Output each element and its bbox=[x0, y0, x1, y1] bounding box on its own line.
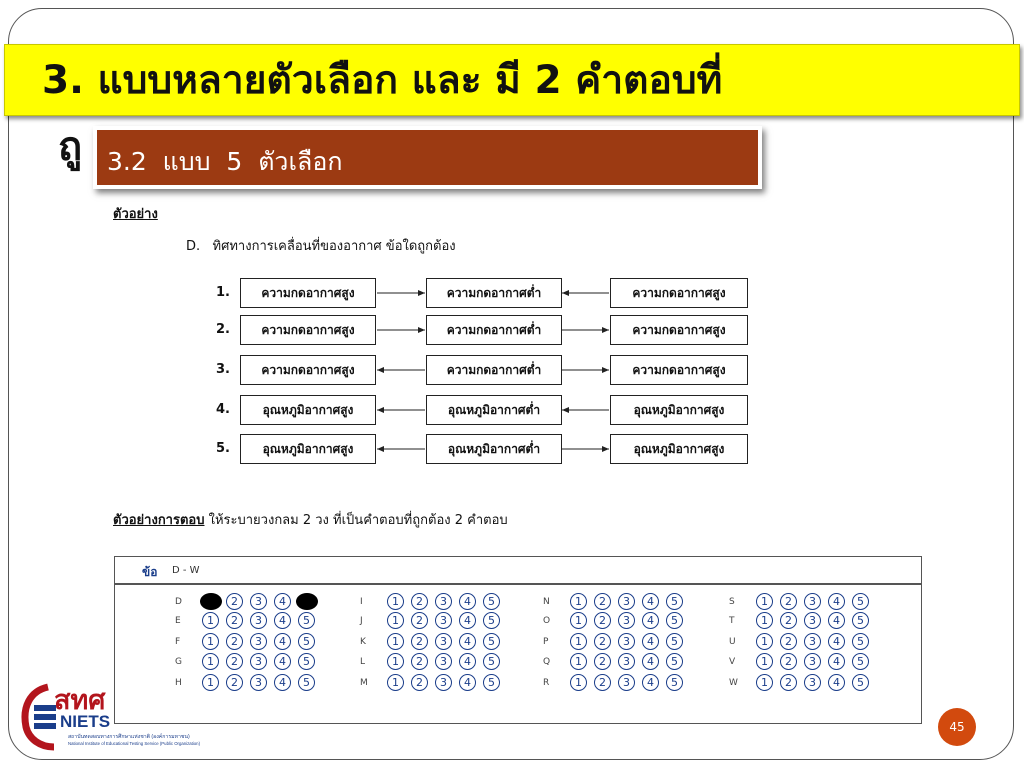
answer-bubble[interactable]: 2 bbox=[411, 653, 428, 670]
sheet-row-letter: J bbox=[360, 616, 363, 626]
option-arrow-left bbox=[377, 290, 425, 296]
answer-bubble[interactable]: 4 bbox=[828, 612, 845, 629]
answer-bubble[interactable]: 3 bbox=[435, 612, 452, 629]
sheet-divider bbox=[115, 583, 921, 585]
option-box-left: ความกดอากาศสูง bbox=[240, 355, 376, 385]
answer-bubble[interactable]: 2 bbox=[780, 653, 797, 670]
answer-bubble[interactable]: 2 bbox=[226, 633, 243, 650]
answer-bubble[interactable]: 4 bbox=[828, 653, 845, 670]
option-number: 1. bbox=[216, 285, 230, 300]
option-box-left: ความกดอากาศสูง bbox=[240, 315, 376, 345]
answer-bubble[interactable]: 5 bbox=[852, 633, 869, 650]
answer-bubble[interactable]: 4 bbox=[274, 653, 291, 670]
answer-bubble[interactable]: 2 bbox=[411, 674, 428, 691]
option-arrow-left bbox=[377, 446, 425, 452]
slide-title: 3. แบบหลายตัวเลือก และ มี 2 คำตอบที่ bbox=[42, 58, 723, 103]
page-number-badge: 45 bbox=[938, 708, 976, 746]
answer-bubble[interactable]: 1 bbox=[756, 593, 773, 610]
answer-bubble[interactable]: 5 bbox=[666, 612, 683, 629]
option-number: 5. bbox=[216, 441, 230, 456]
answer-bubble[interactable]: 1 bbox=[387, 593, 404, 610]
answer-bubble[interactable]: 2 bbox=[226, 593, 243, 610]
answer-bubble[interactable]: 1 bbox=[570, 674, 587, 691]
option-box-mid: ความกดอากาศต่ำ bbox=[426, 278, 562, 308]
answer-bubble[interactable]: 4 bbox=[274, 593, 291, 610]
answer-bubble[interactable]: 4 bbox=[459, 653, 476, 670]
answer-bubble[interactable]: 3 bbox=[804, 612, 821, 629]
answer-bubble[interactable]: 2 bbox=[226, 653, 243, 670]
answer-bubble[interactable]: 5 bbox=[483, 593, 500, 610]
sheet-header-value: D - W bbox=[172, 565, 200, 576]
slide-title-continued: ถู bbox=[58, 124, 83, 170]
answer-bubble[interactable]: 5 bbox=[298, 653, 315, 670]
sheet-row-letter: O bbox=[543, 616, 551, 626]
answer-bubble[interactable]: 5 bbox=[666, 653, 683, 670]
answer-bubble[interactable]: 5 bbox=[666, 633, 683, 650]
answer-bubble[interactable]: 2 bbox=[594, 612, 611, 629]
option-box-right: อุณหภูมิอากาศสูง bbox=[610, 434, 748, 464]
answer-bubble[interactable]: 2 bbox=[780, 633, 797, 650]
niets-logo bbox=[20, 683, 240, 751]
answer-bubble[interactable]: 1 bbox=[387, 612, 404, 629]
sheet-row-letter: M bbox=[360, 678, 368, 688]
answer-bubble[interactable]: 4 bbox=[828, 633, 845, 650]
option-box-mid: อุณหภูมิอากาศต่ำ bbox=[426, 434, 562, 464]
answer-bubble[interactable]: 5 bbox=[852, 653, 869, 670]
answer-bubble[interactable]: 5 bbox=[666, 674, 683, 691]
answer-bubble[interactable]: 3 bbox=[804, 593, 821, 610]
answer-bubble-filled[interactable] bbox=[296, 593, 318, 610]
answer-bubble[interactable]: 3 bbox=[435, 633, 452, 650]
answer-bubble[interactable]: 4 bbox=[274, 633, 291, 650]
answer-bubble[interactable]: 2 bbox=[780, 674, 797, 691]
option-arrow-left bbox=[377, 407, 425, 413]
option-box-left: ความกดอากาศสูง bbox=[240, 278, 376, 308]
answer-bubble[interactable]: 1 bbox=[202, 674, 219, 691]
answer-bubble-filled[interactable] bbox=[200, 593, 222, 610]
answer-bubble[interactable]: 4 bbox=[828, 674, 845, 691]
answer-bubble[interactable]: 5 bbox=[852, 593, 869, 610]
answer-bubble[interactable]: 1 bbox=[570, 653, 587, 670]
sheet-row-letter: N bbox=[543, 597, 550, 607]
niets-logo-icon bbox=[20, 683, 240, 751]
option-box-left: อุณหภูมิอากาศสูง bbox=[240, 434, 376, 464]
option-box-right: ความกดอากาศสูง bbox=[610, 315, 748, 345]
option-box-mid: ความกดอากาศต่ำ bbox=[426, 355, 562, 385]
option-box-right: ความกดอากาศสูง bbox=[610, 278, 748, 308]
answer-bubble[interactable]: 5 bbox=[298, 612, 315, 629]
logo-thai-text: สทศ bbox=[54, 685, 106, 715]
answer-bubble[interactable]: 3 bbox=[804, 633, 821, 650]
option-box-mid: อุณหภูมิอากาศต่ำ bbox=[426, 395, 562, 425]
option-arrow-right bbox=[562, 290, 609, 296]
answer-bubble[interactable]: 3 bbox=[250, 593, 267, 610]
sheet-row-letter: R bbox=[543, 678, 550, 688]
answer-label: ตัวอย่างการตอบ bbox=[113, 513, 205, 528]
answer-bubble[interactable]: 3 bbox=[618, 633, 635, 650]
subtitle-text: 3.2 แบบ 5 ตัวเลือก bbox=[107, 147, 343, 176]
answer-bubble[interactable]: 4 bbox=[459, 593, 476, 610]
example-label: ตัวอย่าง bbox=[113, 207, 158, 222]
answer-bubble[interactable]: 3 bbox=[618, 653, 635, 670]
answer-bubble[interactable]: 5 bbox=[483, 653, 500, 670]
option-arrow-right bbox=[562, 407, 609, 413]
logo-org-en: National Institute of Educational Testing Service (Public Organization) bbox=[68, 741, 201, 746]
answer-bubble[interactable]: 1 bbox=[387, 674, 404, 691]
answer-bubble[interactable]: 3 bbox=[804, 674, 821, 691]
option-box-mid: ความกดอากาศต่ำ bbox=[426, 315, 562, 345]
sheet-row-letter: Q bbox=[543, 657, 551, 667]
sheet-row-letter: K bbox=[360, 637, 366, 647]
sheet-row-letter: W bbox=[729, 678, 738, 688]
answer-bubble[interactable]: 5 bbox=[483, 674, 500, 691]
sheet-header-label: ข้อ bbox=[142, 565, 158, 579]
answer-bubble[interactable]: 3 bbox=[618, 612, 635, 629]
answer-bubble[interactable]: 3 bbox=[250, 612, 267, 629]
answer-bubble[interactable]: 4 bbox=[642, 653, 659, 670]
answer-bubble[interactable]: 2 bbox=[226, 674, 243, 691]
answer-bubble[interactable]: 5 bbox=[852, 674, 869, 691]
answer-bubble[interactable]: 3 bbox=[250, 633, 267, 650]
sheet-row-letter: E bbox=[175, 616, 181, 626]
sheet-row-letter: F bbox=[175, 637, 181, 647]
option-box-right: อุณหภูมิอากาศสูง bbox=[610, 395, 748, 425]
answer-bubble[interactable]: 3 bbox=[250, 653, 267, 670]
answer-bubble[interactable]: 2 bbox=[780, 593, 797, 610]
answer-bubble[interactable]: 2 bbox=[594, 653, 611, 670]
option-number: 3. bbox=[216, 362, 230, 377]
answer-bubble[interactable]: 1 bbox=[756, 653, 773, 670]
answer-bubble[interactable]: 2 bbox=[411, 633, 428, 650]
answer-bubble[interactable]: 1 bbox=[570, 612, 587, 629]
answer-bubble[interactable]: 5 bbox=[666, 593, 683, 610]
sheet-row-letter: G bbox=[175, 657, 182, 667]
answer-bubble[interactable]: 4 bbox=[642, 612, 659, 629]
answer-bubble[interactable]: 3 bbox=[618, 593, 635, 610]
logo-niets-text: NIETS bbox=[60, 712, 111, 731]
sheet-row-letter: V bbox=[729, 657, 736, 667]
answer-bubble[interactable]: 4 bbox=[459, 633, 476, 650]
answer-bubble[interactable]: 4 bbox=[828, 593, 845, 610]
answer-bubble[interactable]: 2 bbox=[780, 612, 797, 629]
answer-bubble[interactable]: 4 bbox=[274, 674, 291, 691]
answer-bubble[interactable]: 1 bbox=[387, 653, 404, 670]
answer-bubble[interactable]: 5 bbox=[298, 674, 315, 691]
answer-bubble[interactable]: 4 bbox=[642, 674, 659, 691]
option-number: 4. bbox=[216, 402, 230, 417]
sheet-row-letter: T bbox=[729, 616, 735, 626]
answer-bubble[interactable]: 4 bbox=[459, 674, 476, 691]
answer-bubble[interactable]: 3 bbox=[250, 674, 267, 691]
answer-bubble[interactable]: 5 bbox=[483, 612, 500, 629]
option-arrow-right bbox=[562, 327, 609, 333]
answer-bubble[interactable]: 2 bbox=[594, 633, 611, 650]
answer-bubble[interactable]: 4 bbox=[642, 593, 659, 610]
answer-bubble[interactable]: 3 bbox=[435, 674, 452, 691]
option-box-left: อุณหภูมิอากาศสูง bbox=[240, 395, 376, 425]
sheet-row-letter: P bbox=[543, 637, 549, 647]
option-arrow-left bbox=[377, 327, 425, 333]
answer-bubble[interactable]: 4 bbox=[274, 612, 291, 629]
answer-instruction-text: ให้ระบายวงกลม 2 วง ที่เป็นคำตอบที่ถูกต้อง 2 คำตอบ bbox=[204, 513, 508, 528]
answer-bubble[interactable]: 1 bbox=[387, 633, 404, 650]
answer-bubble[interactable]: 5 bbox=[298, 633, 315, 650]
sheet-row-letter: S bbox=[729, 597, 735, 607]
answer-bubble[interactable]: 3 bbox=[804, 653, 821, 670]
answer-bubble[interactable]: 1 bbox=[756, 674, 773, 691]
question-text: D. ทิศทางการเคลื่อนที่ของอากาศ ข้อใดถูกต้อง bbox=[186, 239, 456, 254]
answer-bubble[interactable]: 3 bbox=[618, 674, 635, 691]
answer-bubble[interactable]: 1 bbox=[756, 612, 773, 629]
sheet-row-letter: U bbox=[729, 637, 736, 647]
answer-bubble[interactable]: 4 bbox=[459, 612, 476, 629]
answer-bubble[interactable]: 5 bbox=[483, 633, 500, 650]
sheet-row-letter: I bbox=[360, 597, 363, 607]
answer-bubble[interactable]: 1 bbox=[202, 633, 219, 650]
answer-bubble[interactable]: 2 bbox=[411, 593, 428, 610]
answer-bubble[interactable]: 2 bbox=[411, 612, 428, 629]
answer-bubble[interactable]: 3 bbox=[435, 653, 452, 670]
sheet-row-letter: L bbox=[360, 657, 366, 667]
answer-instruction bbox=[113, 509, 508, 530]
answer-bubble[interactable]: 1 bbox=[570, 593, 587, 610]
answer-bubble[interactable]: 1 bbox=[202, 653, 219, 670]
option-number: 2. bbox=[216, 322, 230, 337]
answer-bubble[interactable]: 2 bbox=[594, 674, 611, 691]
option-arrow-right bbox=[562, 446, 609, 452]
logo-org-thai: สถาบันทดสอบทางการศึกษาแห่งชาติ (องค์การมหาชน) bbox=[68, 734, 190, 740]
answer-bubble[interactable]: 4 bbox=[642, 633, 659, 650]
answer-bubble[interactable]: 2 bbox=[226, 612, 243, 629]
sheet-row-letter: D bbox=[175, 597, 182, 607]
answer-bubble[interactable]: 3 bbox=[435, 593, 452, 610]
answer-bubble[interactable]: 1 bbox=[756, 633, 773, 650]
option-box-right: ความกดอากาศสูง bbox=[610, 355, 748, 385]
sheet-row-letter: H bbox=[175, 678, 182, 688]
answer-bubble[interactable]: 1 bbox=[570, 633, 587, 650]
option-arrow-right bbox=[562, 367, 609, 373]
answer-bubble[interactable]: 2 bbox=[594, 593, 611, 610]
option-arrow-left bbox=[377, 367, 425, 373]
answer-bubble[interactable]: 5 bbox=[852, 612, 869, 629]
answer-bubble[interactable]: 1 bbox=[202, 612, 219, 629]
